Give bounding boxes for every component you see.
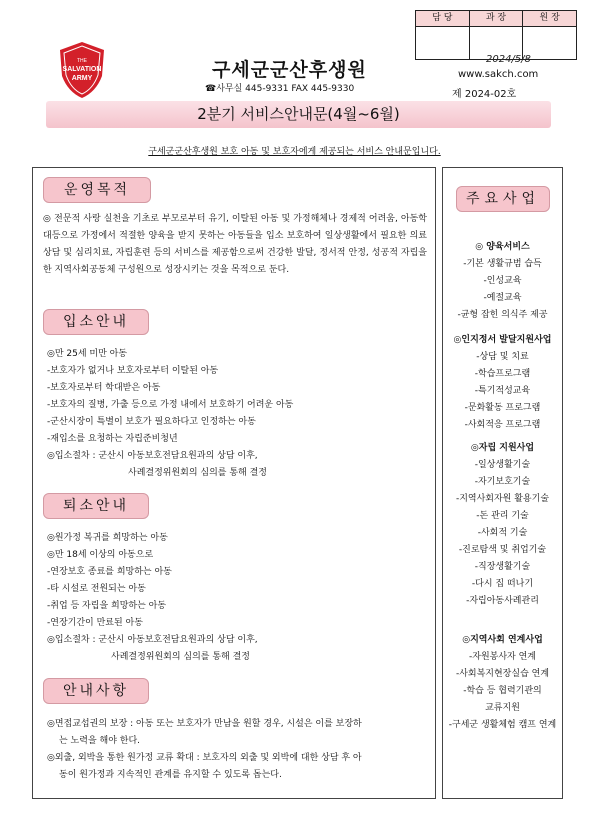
list-item: ◎외출, 외박을 통한 원가정 교류 확대 : 보호자의 외출 및 외박에 대한 상담 후 아 xyxy=(47,753,362,763)
list-item: ◎입소절차 : 군산시 아동보호전담요원과의 상담 이후, xyxy=(47,635,258,645)
page-title: 2분기 서비스안내문(4월~6월) xyxy=(46,101,551,128)
svg-text:THE: THE xyxy=(77,58,87,64)
document-number: 제 2024-02호 xyxy=(452,89,517,100)
list-item: ◎입소절차 : 군산시 아동보호전담요원과의 상담 이후, xyxy=(47,451,258,461)
service-item: -자립아동사례관리 xyxy=(466,596,539,606)
org-phone: ☎사무실 445-9331 FAX 445-9330 xyxy=(205,84,355,94)
service-item: -자기보호기술 xyxy=(474,477,531,487)
service-item: -진로탐색 및 취업기술 xyxy=(458,545,547,555)
list-item: ◎만 18세 이상의 아동으로 xyxy=(47,550,154,560)
list-item: -보호자로부터 학대받은 아동 xyxy=(47,383,161,393)
list-item: -취업 등 자립을 희망하는 아동 xyxy=(47,601,167,611)
approval-stamp xyxy=(415,10,577,60)
list-item: -재입소를 요청하는 자립준비청년 xyxy=(47,434,178,444)
list-item: -군산시장이 특별이 보호가 필요하다고 인정하는 아동 xyxy=(47,417,256,427)
notice-title: 안내사항 xyxy=(43,678,149,704)
svg-text:ARMY: ARMY xyxy=(71,75,93,82)
services-title: 주요사업 xyxy=(456,186,550,212)
list-item: -연장기간이 만료된 아동 xyxy=(47,618,143,628)
service-item: -사회적 기술 xyxy=(477,528,528,538)
website: www.sakch.com xyxy=(458,69,539,80)
service-item: -균형 잡힌 의식주 제공 xyxy=(457,310,548,320)
purpose-text: ◎ 전문적 사랑 실천을 기초로 부모로부터 유기, 이탈된 아동 및 가정해체나 경제적 어려움, 아동학대등으로 가정에서 적절한 양육을 받지 못하는 아동들을 입소 보호하여 일상생활에서 필요한 의료 상담 및 심리치료, 자립훈련 등의 서비스를 제공함으로써 건강한 발달, 정서적 안정, 성공적 자립을 한 지역사회공동체 구성원으로 성장시키는 것을 목적으로 둔다. xyxy=(43,214,427,275)
service-group-development xyxy=(443,332,562,434)
service-group-independence xyxy=(443,440,562,610)
service-item: -기본 생활규범 습득 xyxy=(463,259,542,269)
intro-text: 구세군군산후생원 보호 아동 및 보호자에게 제공되는 서비스 안내문입니다. xyxy=(148,147,441,157)
service-item: -일상생활기술 xyxy=(474,460,531,470)
service-group-title: ◎인지정서 발달지원사업 xyxy=(453,335,552,345)
stamp-signature xyxy=(523,27,576,60)
service-item: -상담 및 치료 xyxy=(476,352,529,362)
service-item: -지역사회자원 활용기술 xyxy=(455,494,550,504)
service-group-title: ◎지역사회 연계사업 xyxy=(462,635,543,645)
service-item: -사회적응 프로그램 xyxy=(464,420,541,430)
service-item: -자원봉사자 연계 xyxy=(469,652,536,662)
discharge-list xyxy=(47,530,431,666)
list-item: -타 시설로 전원되는 아동 xyxy=(47,584,146,594)
service-item: -인성교육 xyxy=(483,276,522,286)
stamp-header-director: 원 장 xyxy=(539,13,560,23)
list-item: 사례결정위원회의 심의를 통해 결정 xyxy=(111,652,250,662)
stamp-date: 2024/5/8 xyxy=(486,54,531,65)
service-item: -사회복지현장실습 연계 xyxy=(455,669,550,679)
list-item: ◎만 25세 미만 아동 xyxy=(47,349,128,359)
service-item: -돈 관리 기술 xyxy=(476,511,529,521)
discharge-title: 퇴소안내 xyxy=(43,493,149,519)
main-content-frame xyxy=(32,167,436,799)
admission-title: 입소안내 xyxy=(43,309,149,335)
notice-list xyxy=(47,716,431,784)
list-item: -연장보호 종료를 희망하는 아동 xyxy=(47,567,172,577)
service-group-parenting xyxy=(443,239,562,324)
service-item: -다시 집 떠나기 xyxy=(471,579,534,589)
service-item: -학습 등 협력기관의 xyxy=(463,686,542,696)
list-item: 동이 원가정과 지속적인 관계를 유지할 수 있도록 돕는다. xyxy=(59,770,282,780)
admission-list xyxy=(47,346,431,482)
service-item: -예절교육 xyxy=(483,293,522,303)
service-item: -직장생활기술 xyxy=(474,562,531,572)
list-item: 사례결정위원회의 심의를 통해 결정 xyxy=(128,468,267,478)
service-item: -문화활동 프로그램 xyxy=(464,403,541,413)
service-item: -학습프로그램 xyxy=(474,369,531,379)
stamp-header-staff: 담 당 xyxy=(416,11,470,26)
list-item: -보호자의 질병, 가출 등으로 가정 내에서 보호하기 어려운 아동 xyxy=(47,400,294,410)
list-item: 는 노력을 해야 한다. xyxy=(59,736,140,746)
purpose-title: 운영목적 xyxy=(43,177,151,203)
service-item: -구세군 생활체험 캠프 연계 xyxy=(448,720,557,730)
list-item: -보호자가 없거나 보호자로부터 이탈된 아동 xyxy=(47,366,219,376)
salvation-army-shield-icon xyxy=(52,40,112,100)
service-group-title: ◎자립 지원사업 xyxy=(470,443,535,453)
stamp-header-manager: 과 장 xyxy=(470,11,524,26)
service-item: -특기적성교육 xyxy=(474,386,531,396)
stamp-signature xyxy=(416,27,470,60)
service-item: 교류지원 xyxy=(485,703,520,713)
services-sidebar xyxy=(442,167,563,799)
svg-text:SALVATION: SALVATION xyxy=(62,66,102,73)
service-group-community xyxy=(443,632,562,734)
org-name: 구세군군산후생원 xyxy=(212,59,367,81)
service-group-title: ◎ 양육서비스 xyxy=(475,242,530,252)
list-item: ◎면접교섭권의 보장 : 아동 또는 보호자가 만남을 원할 경우, 시설은 이를 보장하 xyxy=(47,719,362,729)
list-item: ◎원가정 복귀를 희망하는 아동 xyxy=(47,533,168,543)
